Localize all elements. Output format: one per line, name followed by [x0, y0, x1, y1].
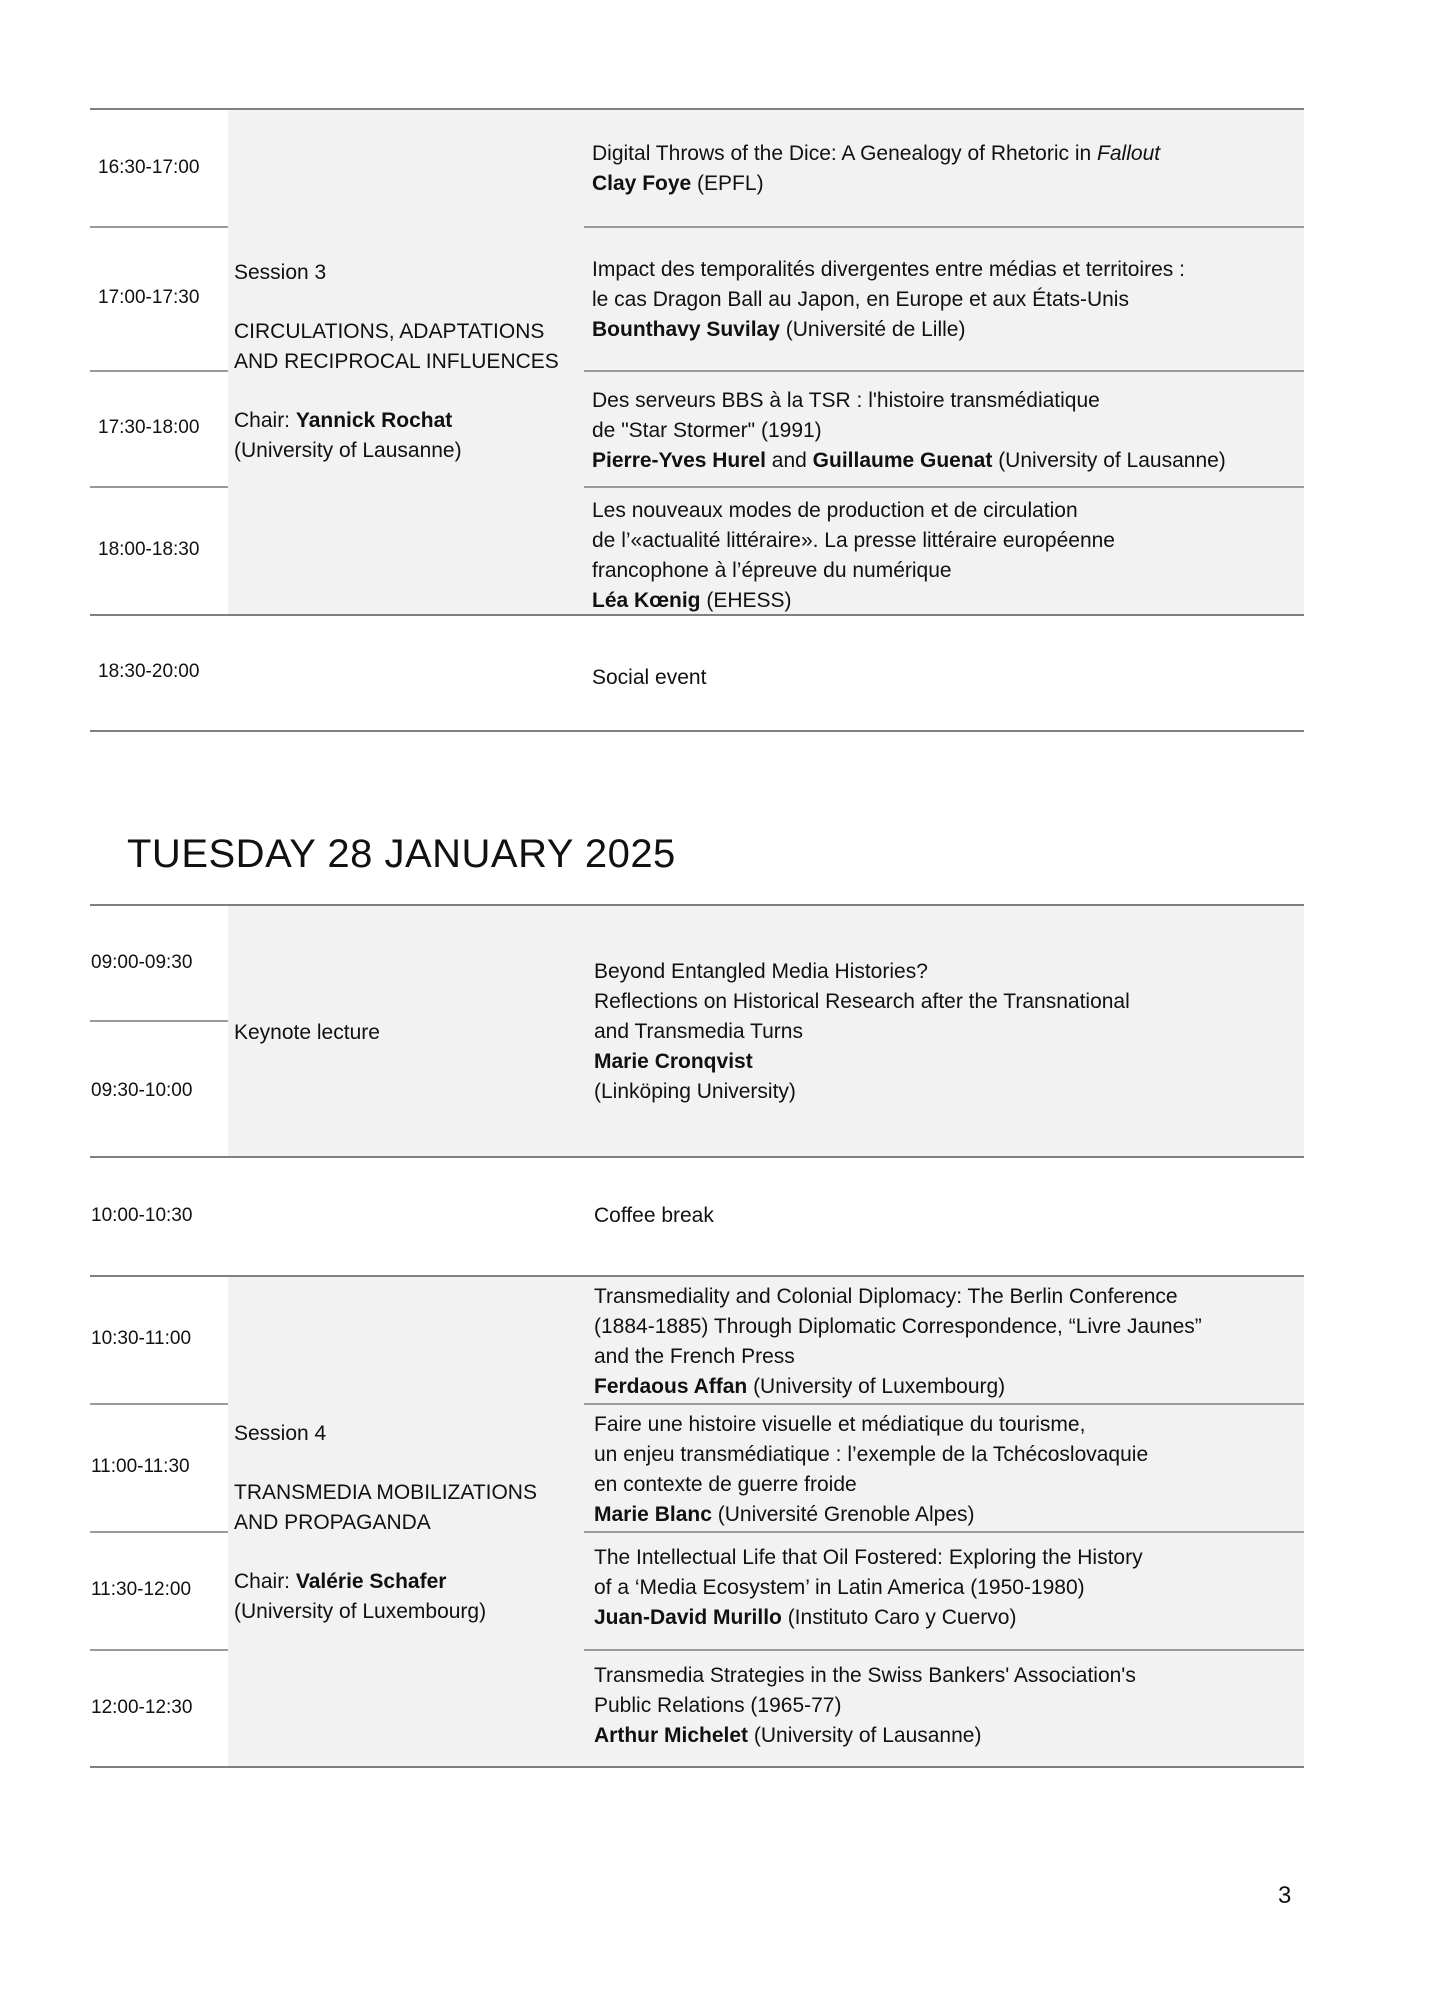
coffee-break: Coffee break [594, 1204, 714, 1227]
row-divider [90, 730, 1304, 732]
row-divider [90, 1156, 1304, 1158]
row-divider [584, 1531, 1304, 1533]
speaker-name: Clay Foye [592, 172, 692, 195]
talk-title-line: Digital Throws of the Dice: A Genealogy of Rhetoric in [592, 142, 1098, 165]
speaker-name: Bounthavy Suvilay [592, 318, 780, 341]
speaker-name: Ferdaous Affan [594, 1375, 748, 1398]
talk-speaker [594, 1372, 1005, 1402]
speaker-affiliation: (Linköping University) [594, 1080, 796, 1103]
session-title: AND PROPAGANDA [234, 1511, 431, 1534]
row-divider [584, 370, 1304, 372]
speaker-joiner: and [765, 449, 813, 472]
talk-speaker [592, 169, 764, 199]
row-divider [90, 370, 228, 372]
page-number: 3 [1278, 1882, 1292, 1909]
slot-time: 18:00-18:30 [98, 539, 200, 560]
speaker-name: Juan-David Murillo [594, 1606, 782, 1629]
speaker-affiliation: (Instituto Caro y Cuervo) [781, 1606, 1017, 1629]
talk-speaker [594, 1721, 981, 1751]
speaker-name: Guillaume Guenat [812, 449, 993, 472]
row-divider [90, 1403, 228, 1405]
talk-speaker [594, 1603, 1016, 1633]
row-divider [90, 1020, 228, 1022]
chair-label: Chair: [234, 1570, 296, 1593]
session-label: Session 4 [234, 1422, 327, 1445]
slot-time: 09:00-09:30 [91, 952, 193, 973]
speaker-affiliation: (University of Lausanne) [748, 1724, 982, 1747]
talk-title-italic: Fallout [1097, 142, 1161, 165]
talk-speaker [594, 1500, 975, 1530]
talk-title-line: Transmedia Strategies in the Swiss Bankers' Association's [594, 1664, 1136, 1687]
speaker-affiliation: (Université Grenoble Alpes) [711, 1503, 975, 1526]
chair-affiliation: (University of Lausanne) [234, 439, 462, 462]
talk-title-line: and the French Press [594, 1345, 795, 1368]
talk-title-line: (1884-1885) Through Diplomatic Correspondence, “Livre Jaunes” [594, 1315, 1202, 1338]
session-chair [234, 406, 452, 436]
talk-title-line: of a ‘Media Ecosystem’ in Latin America (1950-1980) [594, 1576, 1085, 1599]
speaker-affiliation: (EPFL) [691, 172, 764, 195]
row-divider [90, 226, 228, 228]
slot-time: 17:30-18:00 [98, 417, 200, 438]
session-label: Session 3 [234, 261, 327, 284]
talk-title-line: Des serveurs BBS à la TSR : l'histoire transmédiatique [592, 389, 1100, 412]
talk-title-line: Reflections on Historical Research after the Transnational [594, 990, 1130, 1013]
day-heading: TUESDAY 28 JANUARY 2025 [127, 832, 676, 876]
session-title: TRANSMEDIA MOBILIZATIONS [234, 1481, 537, 1504]
talk-title-line: de "Star Stormer" (1991) [592, 419, 822, 442]
row-divider [90, 108, 1304, 110]
slot-time: 18:30-20:00 [98, 661, 200, 682]
row-divider [90, 486, 228, 488]
speaker-name: Léa Kœnig [592, 589, 701, 612]
talk-title [592, 139, 1160, 169]
row-divider [584, 226, 1304, 228]
chair-name: Yannick Rochat [295, 409, 453, 432]
chair-affiliation: (University of Luxembourg) [234, 1600, 487, 1623]
talk-title-line: un enjeu transmédiatique : l’exemple de la Tchécoslovaquie [594, 1443, 1149, 1466]
slot-time: 16:30-17:00 [98, 157, 200, 178]
talk-title-line: Public Relations (1965-77) [594, 1694, 842, 1717]
slot-time: 09:30-10:00 [91, 1080, 193, 1101]
row-divider [584, 1649, 1304, 1651]
talk-title-line: The Intellectual Life that Oil Fostered: Exploring the History [594, 1546, 1143, 1569]
speaker-name: Pierre-Yves Hurel [592, 449, 766, 472]
session-chair [234, 1567, 446, 1597]
talk-title-line: Faire une histoire visuelle et médiatique du tourisme, [594, 1413, 1086, 1436]
slot-time: 11:00-11:30 [91, 1456, 190, 1477]
talk-speaker [592, 586, 792, 616]
speaker-name-bold: Marie Cronqvist [594, 1050, 753, 1073]
social-event: Social event [592, 666, 707, 689]
chair-label: Chair: [234, 409, 296, 432]
talk-title-line: and Transmedia Turns [594, 1020, 803, 1043]
row-divider [90, 904, 1304, 906]
speaker-affiliation: (University of Lausanne) [992, 449, 1226, 472]
talk-title-line: Les nouveaux modes de production et de circulation [592, 499, 1078, 522]
keynote-label: Keynote lecture [234, 1021, 380, 1044]
slot-time: 10:30-11:00 [91, 1328, 192, 1349]
talk-title-line: Beyond Entangled Media Histories? [594, 960, 928, 983]
row-divider [90, 1531, 228, 1533]
slot-time: 12:00-12:30 [91, 1697, 193, 1718]
talk-title-line: le cas Dragon Ball au Japon, en Europe et aux États-Unis [592, 288, 1129, 311]
row-divider [584, 486, 1304, 488]
speaker-affiliation: (University of Luxembourg) [747, 1375, 1006, 1398]
speaker-name [594, 1047, 753, 1077]
talk-title-line: francophone à l’épreuve du numérique [592, 559, 952, 582]
row-divider [90, 1649, 228, 1651]
speaker-affiliation: (EHESS) [700, 589, 792, 612]
talk-title-line: Transmediality and Colonial Diplomacy: The Berlin Conference [594, 1285, 1178, 1308]
row-divider [584, 1403, 1304, 1405]
speaker-name: Marie Blanc [594, 1503, 712, 1526]
talk-title-line: de l’«actualité littéraire». La presse littéraire européenne [592, 529, 1115, 552]
talk-title-line: en contexte de guerre froide [594, 1473, 857, 1496]
talk-speaker [592, 315, 965, 345]
speaker-name: Arthur Michelet [594, 1724, 749, 1747]
row-divider [90, 1766, 1304, 1768]
session-title: AND RECIPROCAL INFLUENCES [234, 350, 559, 373]
speaker-affiliation: (Université de Lille) [779, 318, 966, 341]
row-divider [90, 1275, 1304, 1277]
slot-time: 10:00-10:30 [91, 1205, 193, 1226]
session-title: CIRCULATIONS, ADAPTATIONS [234, 320, 545, 343]
slot-time: 11:30-12:00 [91, 1579, 192, 1600]
talk-speaker [592, 446, 1226, 476]
slot-time: 17:00-17:30 [98, 287, 200, 308]
talk-title-line: Impact des temporalités divergentes entre médias et territoires : [592, 258, 1185, 281]
chair-name: Valérie Schafer [295, 1570, 447, 1593]
